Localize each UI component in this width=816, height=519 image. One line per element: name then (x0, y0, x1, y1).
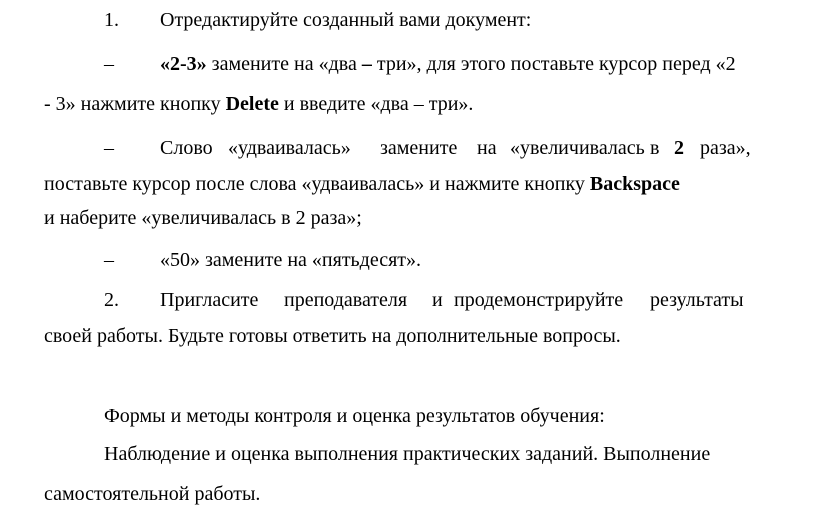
bullet-a-text-2: замените на «два (206, 53, 357, 75)
section-heading: Формы и методы контроля и оценка результатов обучения: (104, 405, 605, 427)
bullet-b-w6: в (650, 137, 660, 159)
bullet-a-cont-1: - 3» нажмите кнопку (44, 93, 226, 115)
bullet-b-w8: раза», (700, 137, 751, 159)
bullet-a-dash: – (104, 53, 114, 75)
bullet-a-cont-2: и введите «два – три». (278, 93, 474, 115)
bullet-b-w5: «увеличивалась (510, 137, 645, 159)
bullet-b-w2: «удваивалась» (228, 137, 351, 159)
item-2-line-2: своей работы. Будьте готовы ответить на дополнительные вопросы. (44, 325, 621, 347)
bullet-a-bold-range: «2-3» (160, 53, 207, 75)
bullet-b-line-2 (44, 172, 680, 196)
item-2-w2: преподавателя (284, 289, 408, 311)
bullet-c-dash: – (104, 249, 114, 271)
bullet-b-w3: замените (380, 137, 458, 159)
item-2-w1: Пригласите (160, 289, 259, 311)
item-1-number: 1. (104, 9, 119, 31)
item-2-w4: продемонстрируйте (454, 289, 624, 311)
bullet-a-text-4: три» (376, 53, 417, 75)
section-paragraph-line-1: Наблюдение и оценка выполнения практических заданий. Выполнение (104, 443, 711, 465)
bullet-a-line-1 (160, 52, 736, 76)
bullet-a-text-5: , для этого поставьте курсор перед «2 (416, 53, 736, 75)
bullet-a-bold-dash: – (356, 53, 377, 75)
bullet-b-w7: 2 (674, 137, 684, 159)
item-2-w5: результаты (650, 289, 744, 311)
item-1-text: Отредактируйте созданный вами документ: (160, 9, 532, 31)
bullet-b-cont-1: поставьте курсор после слова «удваивалась» и нажмите кнопку (44, 173, 590, 195)
bullet-c-text: «50» замените на «пятьдесят». (160, 249, 422, 271)
bullet-a-line-2 (44, 92, 473, 116)
bullet-b-dash: – (104, 137, 114, 159)
section-paragraph-line-2: самостоятельной работы. (44, 483, 261, 505)
bullet-b-line-3: и наберите «увеличивалась в 2 раза»; (44, 207, 362, 229)
item-2-number: 2. (104, 289, 119, 311)
bullet-a-delete-key: Delete (225, 93, 279, 115)
bullet-b-w4: на (477, 137, 497, 159)
item-2-w3: и (432, 289, 443, 311)
bullet-b-w1: Слово (160, 137, 213, 159)
bullet-b-backspace-key: Backspace (589, 173, 680, 195)
